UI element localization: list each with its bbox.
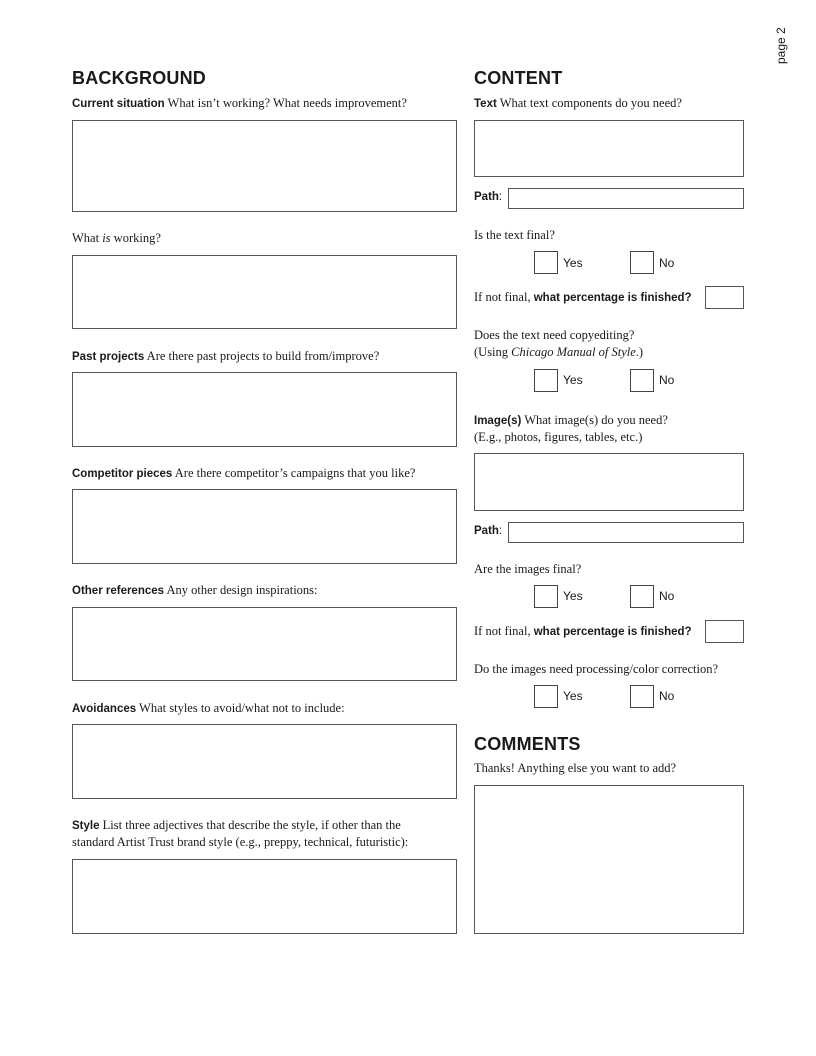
competitor-pieces-label (72, 465, 415, 483)
style-label-line2: standard Artist Trust brand style (e.g., preppy, technical, futuristic): (72, 835, 409, 849)
images-final-yes-label: Yes (563, 589, 583, 603)
copyediting-question: Does the text need copyediting? (474, 328, 635, 342)
comments-prompt: Thanks! Anything else you want to add? (474, 761, 677, 775)
avoidances-label (72, 700, 345, 718)
text-needed-label (474, 95, 682, 113)
other-references-bold: Other references (72, 585, 165, 597)
images-percentage-label (474, 623, 692, 641)
style-label-line1 (72, 817, 401, 835)
text-final-question: Is the text final? (474, 228, 555, 242)
copyediting-em: Chicago Manual of Style (511, 345, 636, 359)
text-percentage-input[interactable] (705, 286, 744, 309)
images-text: What image(s) do you need? (521, 413, 668, 427)
images-examples: (E.g., photos, figures, tables, etc.) (474, 430, 643, 444)
avoidances-text: What styles to avoid/what not to include: (136, 701, 345, 715)
comments-field[interactable] (474, 785, 744, 934)
copyediting-post: .) (635, 345, 644, 359)
what-is-working-label (72, 230, 161, 247)
images-bold: Image(s) (474, 415, 522, 427)
text-pct-bold: what percentage is finished? (533, 292, 692, 304)
copyediting-no-checkbox[interactable] (630, 369, 654, 392)
current-situation-bold: Current situation (72, 98, 165, 110)
processing-yes-label: Yes (563, 689, 583, 703)
text-needed-bold: Text (474, 98, 497, 110)
copyediting-yes-label: Yes (563, 373, 583, 387)
copyediting-pre: (Using (474, 345, 512, 359)
style-bold: Style (72, 820, 100, 832)
style-text-line1: List three adjectives that describe the style, if other than the (99, 818, 401, 832)
text-percentage-label (474, 289, 692, 307)
text-path-label (474, 191, 502, 203)
text-path-label-bold: Path (474, 191, 499, 203)
text-final-yes-label: Yes (563, 256, 583, 270)
other-references-field[interactable] (72, 607, 457, 681)
background-heading: BACKGROUND (72, 68, 206, 88)
page-number: page 2 (774, 27, 788, 64)
other-references-text: Any other design inspirations: (164, 583, 318, 597)
processing-question: Do the images need processing/color correction? (474, 662, 719, 676)
current-situation-text: What isn’t working? What needs improvement? (164, 96, 407, 110)
past-projects-field[interactable] (72, 372, 457, 447)
images-pct-bold: what percentage is finished? (533, 626, 692, 638)
current-situation-field[interactable] (72, 120, 457, 212)
copyediting-note (474, 344, 643, 361)
images-percentage-input[interactable] (705, 620, 744, 643)
text-needed-text: What text components do you need? (496, 96, 682, 110)
past-projects-bold: Past projects (72, 351, 145, 363)
text-final-no-checkbox[interactable] (630, 251, 654, 274)
images-needed-field[interactable] (474, 453, 744, 511)
past-projects-label (72, 348, 379, 366)
what-is-working-field[interactable] (72, 255, 457, 329)
copyediting-no-label: No (659, 373, 675, 387)
text-needed-field[interactable] (474, 120, 744, 177)
competitor-pieces-field[interactable] (72, 489, 457, 564)
text-path-colon: : (498, 191, 503, 203)
avoidances-field[interactable] (72, 724, 457, 799)
images-path-input[interactable] (508, 522, 744, 543)
what-is-working-em: is (102, 231, 111, 245)
images-path-label-bold: Path (474, 525, 499, 537)
images-final-no-label: No (659, 589, 675, 603)
past-projects-text: Are there past projects to build from/improve? (144, 349, 380, 363)
images-pct-pre: If not final, (474, 624, 534, 638)
processing-no-checkbox[interactable] (630, 685, 654, 708)
competitor-pieces-bold: Competitor pieces (72, 468, 173, 480)
comments-heading: COMMENTS (474, 734, 581, 754)
images-path-label (474, 525, 502, 537)
style-field[interactable] (72, 859, 457, 934)
what-is-working-pre: What (72, 231, 103, 245)
text-pct-pre: If not final, (474, 290, 534, 304)
text-final-yes-checkbox[interactable] (534, 251, 558, 274)
images-path-colon: : (498, 525, 503, 537)
processing-yes-checkbox[interactable] (534, 685, 558, 708)
processing-no-label: No (659, 689, 675, 703)
images-final-yes-checkbox[interactable] (534, 585, 558, 608)
text-final-no-label: No (659, 256, 675, 270)
competitor-pieces-text: Are there competitor’s campaigns that you like? (172, 466, 416, 480)
text-path-input[interactable] (508, 188, 744, 209)
content-heading: CONTENT (474, 68, 563, 88)
copyediting-yes-checkbox[interactable] (534, 369, 558, 392)
what-is-working-post: working? (110, 231, 161, 245)
images-label (474, 412, 668, 430)
other-references-label (72, 582, 318, 600)
avoidances-bold: Avoidances (72, 703, 137, 715)
images-final-no-checkbox[interactable] (630, 585, 654, 608)
current-situation-label (72, 95, 407, 113)
images-final-question: Are the images final? (474, 562, 582, 576)
